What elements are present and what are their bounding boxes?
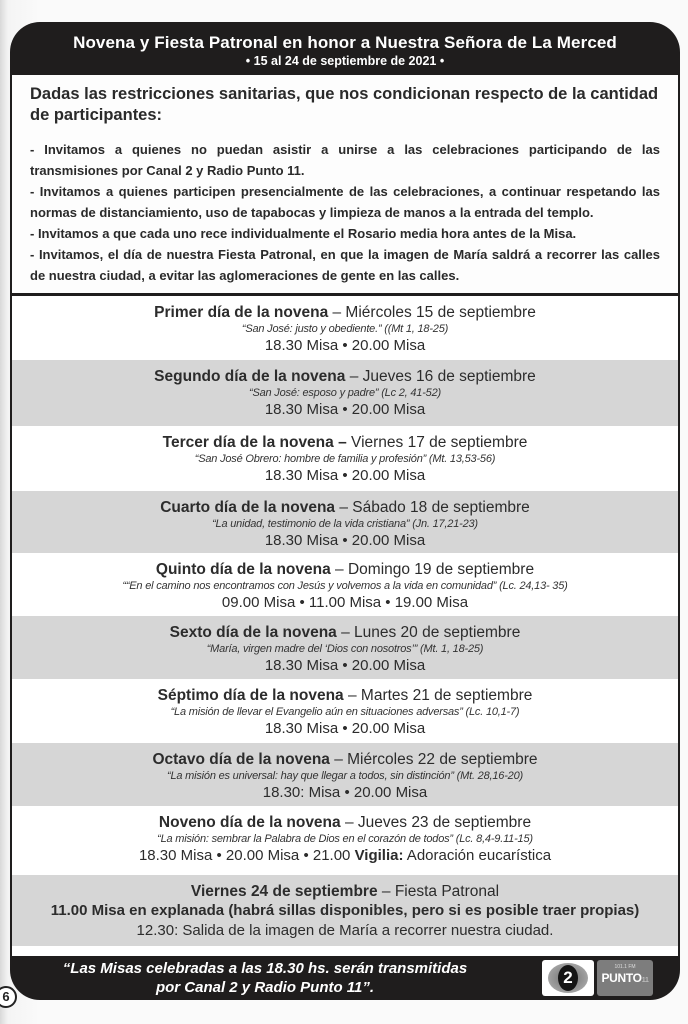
fiesta-mass: 11.00 Misa en explanada (habrá sillas disponibles, pero si es posible traer propias): [50, 902, 640, 919]
day-quote: “San José: justo y obediente.” ((Mt 1, 18-25): [241, 323, 449, 335]
broadcast-note-line: por Canal 2 y Radio Punto 11”.: [155, 979, 375, 996]
day-row: [12, 296, 678, 360]
day-title: Sexto día de la novena: [169, 624, 337, 641]
novena-flyer: [10, 22, 680, 1000]
day-quote: “San José Obrero: hombre de familia y profesión” (Mt. 13,53-56): [194, 453, 496, 465]
day-times: [12, 846, 678, 865]
day-title: Primer día de la novena: [154, 304, 329, 321]
day-times: 18.30 Misa • 20.00 Misa: [264, 467, 426, 484]
day-times: 18.30 Misa • 20.00 Misa: [264, 720, 426, 737]
day-row: [12, 806, 678, 875]
day-date: – Martes 21 de septiembre: [347, 687, 533, 704]
radio-punto-logo: [597, 960, 653, 996]
day-date: – Domingo 19 de septiembre: [335, 561, 535, 578]
sponsor-logos: [542, 960, 654, 997]
vigil-text: Adoración eucarística: [403, 847, 552, 864]
day-row: [12, 679, 678, 743]
day-times: 18.30 Misa • 20.00 Misa: [264, 401, 426, 418]
day-quote: “María, virgen madre del ‘Dios con nosotros’” (Mt. 1, 18-25): [206, 643, 484, 655]
day-times: 18.30: Misa • 20.00 Misa: [262, 784, 428, 801]
radio-frequency: 101.1 FM: [614, 964, 636, 970]
footer-banner: [10, 956, 680, 1000]
radio-name: [597, 971, 653, 985]
radio-number: 11: [641, 977, 649, 984]
day-title: Cuarto día de la novena: [160, 499, 336, 516]
day-title: Noveno día de la novena: [158, 814, 341, 831]
fiesta-subtitle: – Fiesta Patronal: [381, 883, 500, 900]
day-quote: “La misión de llevar el Evangelio aún en situaciones adversas” (Lc. 10,1-7): [170, 706, 520, 718]
day-date: Viernes 17 de septiembre: [346, 434, 528, 451]
day-quote: “La misión: sembrar la Palabra de Dios en el corazón de todos” (Lc. 8,4-9.11-15): [157, 833, 533, 845]
day-row: [12, 426, 678, 491]
page-title: Novena y Fiesta Patronal en honor a Nuestra Señora de La Merced: [73, 33, 617, 52]
day-title: Tercer día de la novena –: [162, 434, 347, 451]
sanitary-notice: [12, 75, 678, 296]
radio-tagline-line: [597, 987, 653, 991]
day-title: Octavo día de la novena: [152, 751, 330, 768]
day-date: – Miércoles 15 de septiembre: [332, 304, 536, 321]
day-times: 18.30 Misa • 20.00 Misa: [264, 657, 426, 674]
vigil-label: Vigilia:: [354, 847, 404, 864]
day-quote: ““En el camino nos encontramos con Jesús y volvemos a la vida en comunidad” (Lc. 24,13- 35): [122, 580, 568, 592]
day-row: [12, 491, 678, 553]
day-title: Segundo día de la novena: [154, 368, 346, 385]
notice-item: - Invitamos, el día de nuestra Fiesta Patronal, en que la imagen de María saldrá a recorrer las calles de nuestra ciudad, a evitar las aglomeraciones de gente en las calles.: [30, 247, 660, 283]
day-date: – Jueves 16 de septiembre: [349, 368, 536, 385]
day-row: [12, 360, 678, 426]
day-title: Quinto día de la novena: [155, 561, 331, 578]
day-row: [12, 743, 678, 806]
day-times: 09.00 Misa • 11.00 Misa • 19.00 Misa: [221, 594, 469, 611]
date-range: • 15 al 24 de septiembre de 2021 •: [245, 54, 445, 68]
day-row: [12, 616, 678, 679]
notice-list: [30, 139, 660, 286]
day-times: 18.30 Misa • 20.00 Misa: [264, 532, 426, 549]
fiesta-row: [12, 875, 678, 946]
day-date: – Jueves 23 de septiembre: [344, 814, 532, 831]
notice-lead: Dadas las restricciones sanitarias, que nos condicionan respecto de la cantidad de participantes:: [30, 85, 659, 124]
times-text: 18.30 Misa • 20.00 Misa • 21.00: [138, 847, 355, 864]
broadcast-note-line: “Las Misas celebradas a las 18.30 hs. serán transmitidas: [62, 960, 468, 977]
content-area: [12, 75, 678, 956]
day-quote: “La misión es universal: hay que llegar a todos, sin distinción” (Mt. 28,16-20): [167, 770, 523, 782]
broadcast-note: [30, 959, 500, 997]
fiesta-procession: 12.30: Salida de la imagen de María a recorrer nuestra ciudad.: [136, 922, 554, 939]
page-number: 6: [0, 986, 17, 1008]
canal-2-number: 2: [558, 965, 578, 991]
day-row: [12, 553, 678, 616]
fiesta-title: Viernes 24 de septiembre: [190, 883, 378, 900]
day-quote: “La unidad, testimonio de la vida cristiana” (Jn. 17,21-23): [212, 518, 478, 530]
notice-item: - Invitamos a quienes no puedan asistir a unirse a las celebraciones participando de las transmisiones por Canal 2 y Radio Punto 11.: [30, 142, 660, 178]
day-quote: “San José: esposo y padre” (Lc 2, 41-52): [249, 387, 441, 399]
day-date: – Miércoles 22 de septiembre: [334, 751, 538, 768]
day-times: 18.30 Misa • 20.00 Misa: [264, 337, 426, 354]
notice-item: - Invitamos a que cada uno rece individualmente el Rosario media hora antes de la Misa.: [30, 226, 577, 241]
radio-name-text: PUNTO: [601, 971, 642, 985]
day-date: – Lunes 20 de septiembre: [341, 624, 521, 641]
day-title: Séptimo día de la novena: [157, 687, 344, 704]
day-date: – Sábado 18 de septiembre: [339, 499, 530, 516]
schedule: [12, 296, 678, 946]
header-banner: [10, 22, 680, 75]
canal-2-logo: [542, 960, 594, 996]
notice-item: - Invitamos a quienes participen presencialmente de las celebraciones, a continuar respetando las normas de distanciamiento, uso de tapabocas y limpieza de manos a la entrada del templo.: [30, 184, 660, 220]
